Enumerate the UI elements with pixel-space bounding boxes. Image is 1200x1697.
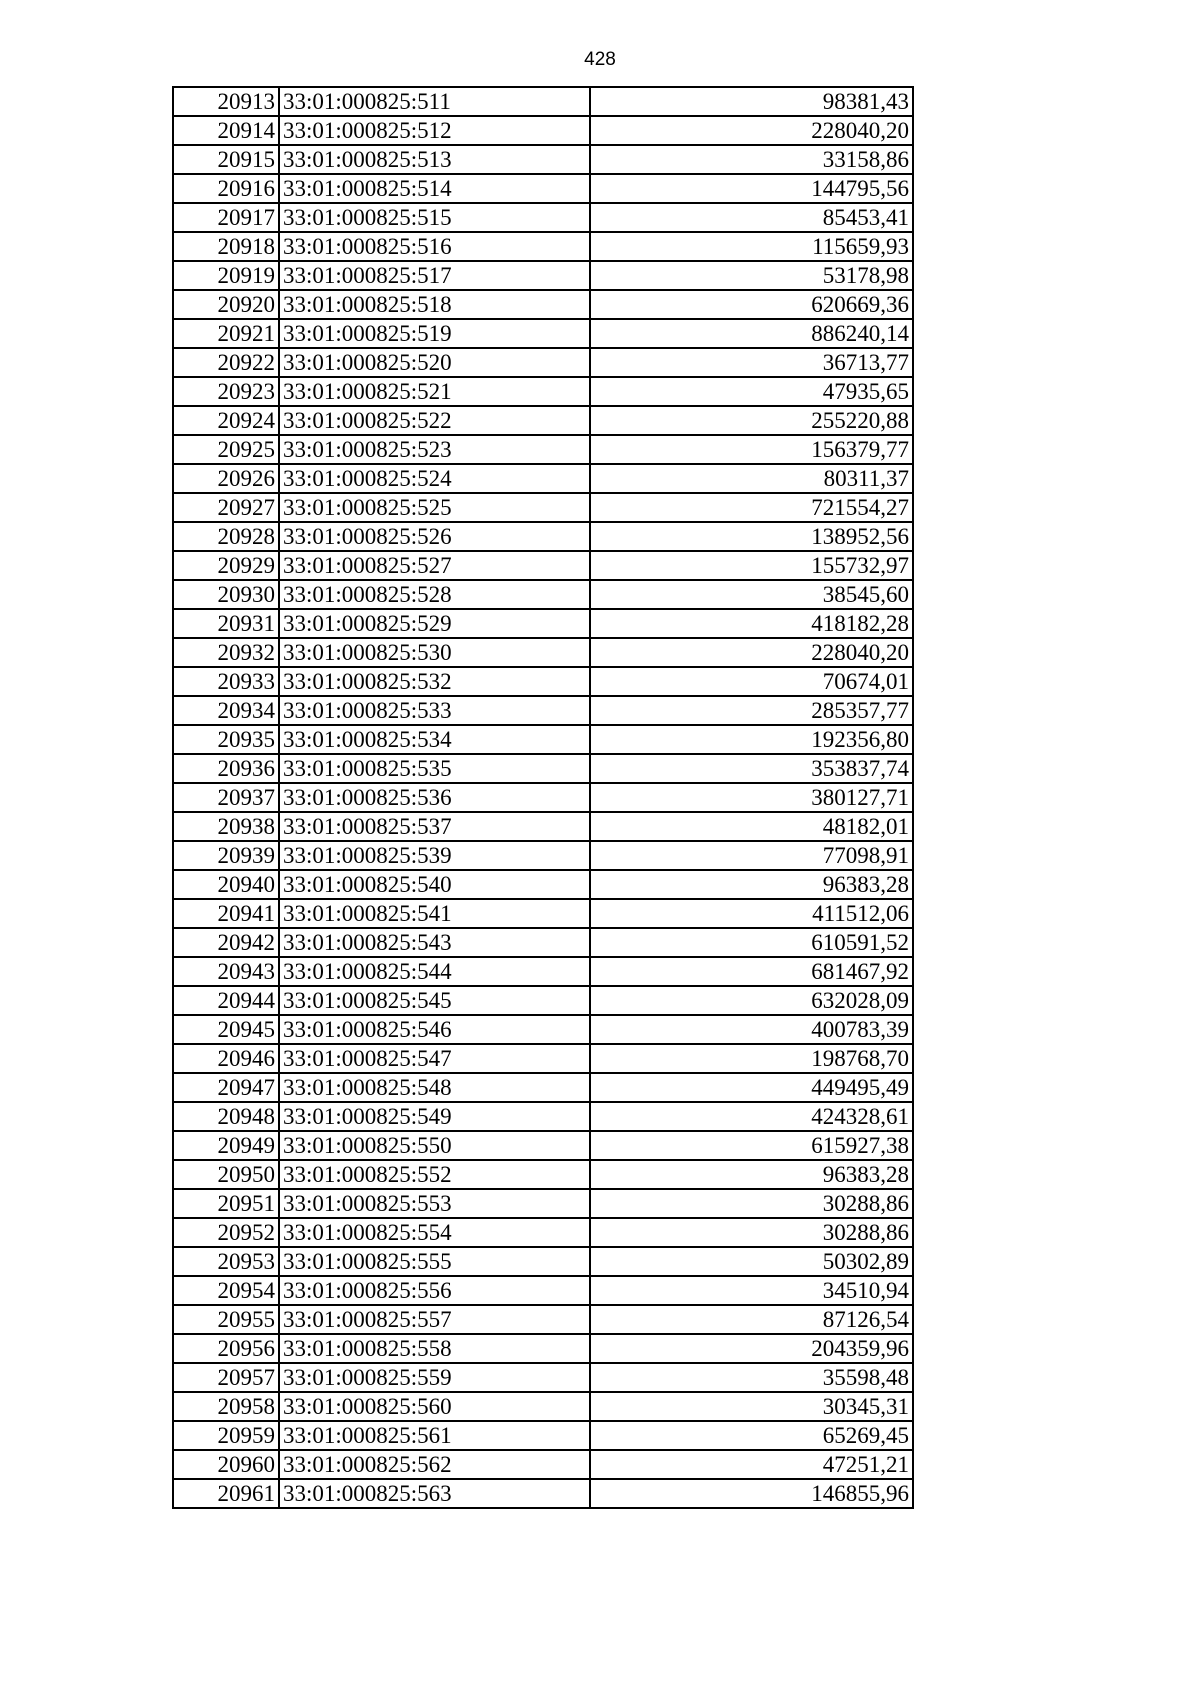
table-row xyxy=(173,232,913,261)
cadastral-value-cell: 424328,61 xyxy=(590,1102,913,1131)
cadastral-value-cell: 47935,65 xyxy=(590,377,913,406)
cadastral-number-cell: 33:01:000825:519 xyxy=(279,319,590,348)
table-row xyxy=(173,1189,913,1218)
table-row xyxy=(173,1102,913,1131)
row-number-cell: 20960 xyxy=(173,1450,279,1479)
table-row xyxy=(173,841,913,870)
cadastral-value-cell: 80311,37 xyxy=(590,464,913,493)
table-row xyxy=(173,493,913,522)
table-row xyxy=(173,1073,913,1102)
cadastral-number-cell: 33:01:000825:512 xyxy=(279,116,590,145)
row-number-cell: 20926 xyxy=(173,464,279,493)
cadastral-number-cell: 33:01:000825:544 xyxy=(279,957,590,986)
table-row xyxy=(173,145,913,174)
cadastral-number-cell: 33:01:000825:546 xyxy=(279,1015,590,1044)
row-number-cell: 20955 xyxy=(173,1305,279,1334)
table-row xyxy=(173,1334,913,1363)
table-row xyxy=(173,1276,913,1305)
table-row xyxy=(173,899,913,928)
cadastral-value-cell: 610591,52 xyxy=(590,928,913,957)
table-row xyxy=(173,1421,913,1450)
table-row xyxy=(173,928,913,957)
table-row xyxy=(173,1479,913,1508)
row-number-cell: 20950 xyxy=(173,1160,279,1189)
cadastral-number-cell: 33:01:000825:528 xyxy=(279,580,590,609)
cadastral-value-cell: 632028,09 xyxy=(590,986,913,1015)
cadastral-value-cell: 36713,77 xyxy=(590,348,913,377)
row-number-cell: 20957 xyxy=(173,1363,279,1392)
cadastral-number-cell: 33:01:000825:534 xyxy=(279,725,590,754)
table-row xyxy=(173,1247,913,1276)
table-row xyxy=(173,638,913,667)
cadastral-number-cell: 33:01:000825:543 xyxy=(279,928,590,957)
row-number-cell: 20923 xyxy=(173,377,279,406)
row-number-cell: 20951 xyxy=(173,1189,279,1218)
table-body xyxy=(173,87,913,1508)
row-number-cell: 20959 xyxy=(173,1421,279,1450)
row-number-cell: 20943 xyxy=(173,957,279,986)
cadastral-value-cell: 115659,93 xyxy=(590,232,913,261)
row-number-cell: 20956 xyxy=(173,1334,279,1363)
cadastral-number-cell: 33:01:000825:532 xyxy=(279,667,590,696)
page-number: 428 xyxy=(584,49,616,70)
cadastral-value-cell: 620669,36 xyxy=(590,290,913,319)
row-number-cell: 20946 xyxy=(173,1044,279,1073)
cadastral-number-cell: 33:01:000825:539 xyxy=(279,841,590,870)
row-number-cell: 20944 xyxy=(173,986,279,1015)
cadastral-value-cell: 77098,91 xyxy=(590,841,913,870)
row-number-cell: 20939 xyxy=(173,841,279,870)
cadastral-value-cell: 411512,06 xyxy=(590,899,913,928)
cadastral-number-cell: 33:01:000825:548 xyxy=(279,1073,590,1102)
cadastral-value-cell: 35598,48 xyxy=(590,1363,913,1392)
row-number-cell: 20940 xyxy=(173,870,279,899)
cadastral-number-cell: 33:01:000825:530 xyxy=(279,638,590,667)
cadastral-number-cell: 33:01:000825:521 xyxy=(279,377,590,406)
row-number-cell: 20918 xyxy=(173,232,279,261)
row-number-cell: 20941 xyxy=(173,899,279,928)
cadastral-number-cell: 33:01:000825:526 xyxy=(279,522,590,551)
table-row xyxy=(173,174,913,203)
cadastral-number-cell: 33:01:000825:522 xyxy=(279,406,590,435)
cadastral-value-cell: 85453,41 xyxy=(590,203,913,232)
row-number-cell: 20930 xyxy=(173,580,279,609)
table-row xyxy=(173,464,913,493)
row-number-cell: 20928 xyxy=(173,522,279,551)
table-row xyxy=(173,667,913,696)
table-row xyxy=(173,435,913,464)
cadastral-number-cell: 33:01:000825:537 xyxy=(279,812,590,841)
row-number-cell: 20936 xyxy=(173,754,279,783)
row-number-cell: 20921 xyxy=(173,319,279,348)
cadastral-number-cell: 33:01:000825:560 xyxy=(279,1392,590,1421)
row-number-cell: 20929 xyxy=(173,551,279,580)
cadastral-value-cell: 34510,94 xyxy=(590,1276,913,1305)
table-row xyxy=(173,377,913,406)
row-number-cell: 20914 xyxy=(173,116,279,145)
row-number-cell: 20937 xyxy=(173,783,279,812)
row-number-cell: 20952 xyxy=(173,1218,279,1247)
table-row xyxy=(173,986,913,1015)
table-row xyxy=(173,1305,913,1334)
table-row xyxy=(173,290,913,319)
row-number-cell: 20919 xyxy=(173,261,279,290)
row-number-cell: 20917 xyxy=(173,203,279,232)
row-number-cell: 20932 xyxy=(173,638,279,667)
cadastral-number-cell: 33:01:000825:535 xyxy=(279,754,590,783)
table-row xyxy=(173,1218,913,1247)
cadastral-value-cell: 30288,86 xyxy=(590,1189,913,1218)
row-number-cell: 20931 xyxy=(173,609,279,638)
table-row xyxy=(173,87,913,116)
cadastral-number-cell: 33:01:000825:547 xyxy=(279,1044,590,1073)
cadastral-value-cell: 33158,86 xyxy=(590,145,913,174)
row-number-cell: 20942 xyxy=(173,928,279,957)
table-row xyxy=(173,783,913,812)
row-number-cell: 20949 xyxy=(173,1131,279,1160)
table-row xyxy=(173,406,913,435)
table-row xyxy=(173,1044,913,1073)
cadastral-number-cell: 33:01:000825:553 xyxy=(279,1189,590,1218)
table-row xyxy=(173,725,913,754)
row-number-cell: 20913 xyxy=(173,87,279,116)
row-number-cell: 20947 xyxy=(173,1073,279,1102)
cadastral-number-cell: 33:01:000825:515 xyxy=(279,203,590,232)
cadastral-value-cell: 198768,70 xyxy=(590,1044,913,1073)
cadastral-value-cell: 449495,49 xyxy=(590,1073,913,1102)
cadastral-number-cell: 33:01:000825:516 xyxy=(279,232,590,261)
cadastral-value-cell: 96383,28 xyxy=(590,870,913,899)
cadastral-number-cell: 33:01:000825:533 xyxy=(279,696,590,725)
cadastral-value-cell: 418182,28 xyxy=(590,609,913,638)
cadastral-value-cell: 681467,92 xyxy=(590,957,913,986)
row-number-cell: 20958 xyxy=(173,1392,279,1421)
cadastral-number-cell: 33:01:000825:549 xyxy=(279,1102,590,1131)
cadastral-number-cell: 33:01:000825:524 xyxy=(279,464,590,493)
cadastral-value-cell: 721554,27 xyxy=(590,493,913,522)
cadastral-value-cell: 192356,80 xyxy=(590,725,913,754)
cadastral-number-cell: 33:01:000825:559 xyxy=(279,1363,590,1392)
cadastral-value-cell: 65269,45 xyxy=(590,1421,913,1450)
table-row xyxy=(173,116,913,145)
table-row xyxy=(173,319,913,348)
cadastral-value-cell: 204359,96 xyxy=(590,1334,913,1363)
cadastral-value-cell: 50302,89 xyxy=(590,1247,913,1276)
cadastral-number-cell: 33:01:000825:558 xyxy=(279,1334,590,1363)
cadastral-number-cell: 33:01:000825:561 xyxy=(279,1421,590,1450)
table-row xyxy=(173,522,913,551)
cadastral-number-cell: 33:01:000825:556 xyxy=(279,1276,590,1305)
row-number-cell: 20938 xyxy=(173,812,279,841)
cadastral-number-cell: 33:01:000825:550 xyxy=(279,1131,590,1160)
table-row xyxy=(173,261,913,290)
row-number-cell: 20924 xyxy=(173,406,279,435)
cadastral-value-cell: 380127,71 xyxy=(590,783,913,812)
cadastral-number-cell: 33:01:000825:536 xyxy=(279,783,590,812)
table-row xyxy=(173,957,913,986)
row-number-cell: 20933 xyxy=(173,667,279,696)
table-row xyxy=(173,609,913,638)
cadastral-value-cell: 38545,60 xyxy=(590,580,913,609)
cadastral-number-cell: 33:01:000825:540 xyxy=(279,870,590,899)
cadastral-number-cell: 33:01:000825:520 xyxy=(279,348,590,377)
cadastral-value-cell: 30345,31 xyxy=(590,1392,913,1421)
cadastral-number-cell: 33:01:000825:541 xyxy=(279,899,590,928)
cadastral-value-cell: 353837,74 xyxy=(590,754,913,783)
row-number-cell: 20934 xyxy=(173,696,279,725)
table-row xyxy=(173,1450,913,1479)
cadastral-value-cell: 228040,20 xyxy=(590,638,913,667)
cadastral-number-cell: 33:01:000825:554 xyxy=(279,1218,590,1247)
table-row xyxy=(173,580,913,609)
table-row xyxy=(173,1363,913,1392)
row-number-cell: 20915 xyxy=(173,145,279,174)
row-number-cell: 20954 xyxy=(173,1276,279,1305)
table-row xyxy=(173,870,913,899)
cadastral-number-cell: 33:01:000825:563 xyxy=(279,1479,590,1508)
table-row xyxy=(173,754,913,783)
table-row xyxy=(173,696,913,725)
cadastral-value-cell: 70674,01 xyxy=(590,667,913,696)
cadastral-number-cell: 33:01:000825:529 xyxy=(279,609,590,638)
cadastral-value-cell: 255220,88 xyxy=(590,406,913,435)
cadastral-value-cell: 138952,56 xyxy=(590,522,913,551)
row-number-cell: 20935 xyxy=(173,725,279,754)
cadastral-number-cell: 33:01:000825:555 xyxy=(279,1247,590,1276)
cadastral-number-cell: 33:01:000825:514 xyxy=(279,174,590,203)
cadastral-value-cell: 53178,98 xyxy=(590,261,913,290)
table-row xyxy=(173,812,913,841)
cadastral-number-cell: 33:01:000825:545 xyxy=(279,986,590,1015)
cadastral-value-cell: 96383,28 xyxy=(590,1160,913,1189)
table-row xyxy=(173,203,913,232)
cadastral-value-cell: 155732,97 xyxy=(590,551,913,580)
cadastral-value-cell: 144795,56 xyxy=(590,174,913,203)
cadastral-number-cell: 33:01:000825:513 xyxy=(279,145,590,174)
table-row xyxy=(173,1392,913,1421)
row-number-cell: 20927 xyxy=(173,493,279,522)
cadastral-value-cell: 30288,86 xyxy=(590,1218,913,1247)
table-row xyxy=(173,1015,913,1044)
cadastral-value-cell: 47251,21 xyxy=(590,1450,913,1479)
cadastral-value-table xyxy=(172,86,914,1509)
table-row xyxy=(173,1160,913,1189)
cadastral-number-cell: 33:01:000825:518 xyxy=(279,290,590,319)
table-row xyxy=(173,1131,913,1160)
cadastral-number-cell: 33:01:000825:552 xyxy=(279,1160,590,1189)
row-number-cell: 20916 xyxy=(173,174,279,203)
cadastral-number-cell: 33:01:000825:523 xyxy=(279,435,590,464)
cadastral-number-cell: 33:01:000825:511 xyxy=(279,87,590,116)
cadastral-number-cell: 33:01:000825:525 xyxy=(279,493,590,522)
row-number-cell: 20961 xyxy=(173,1479,279,1508)
row-number-cell: 20920 xyxy=(173,290,279,319)
cadastral-value-cell: 146855,96 xyxy=(590,1479,913,1508)
row-number-cell: 20925 xyxy=(173,435,279,464)
table-row xyxy=(173,348,913,377)
cadastral-number-cell: 33:01:000825:517 xyxy=(279,261,590,290)
cadastral-number-cell: 33:01:000825:557 xyxy=(279,1305,590,1334)
table-row xyxy=(173,551,913,580)
cadastral-value-cell: 285357,77 xyxy=(590,696,913,725)
cadastral-value-cell: 228040,20 xyxy=(590,116,913,145)
cadastral-number-cell: 33:01:000825:562 xyxy=(279,1450,590,1479)
row-number-cell: 20922 xyxy=(173,348,279,377)
cadastral-value-cell: 156379,77 xyxy=(590,435,913,464)
cadastral-value-cell: 615927,38 xyxy=(590,1131,913,1160)
cadastral-value-cell: 400783,39 xyxy=(590,1015,913,1044)
row-number-cell: 20948 xyxy=(173,1102,279,1131)
cadastral-value-cell: 48182,01 xyxy=(590,812,913,841)
row-number-cell: 20953 xyxy=(173,1247,279,1276)
cadastral-number-cell: 33:01:000825:527 xyxy=(279,551,590,580)
cadastral-value-cell: 98381,43 xyxy=(590,87,913,116)
cadastral-value-cell: 87126,54 xyxy=(590,1305,913,1334)
cadastral-value-cell: 886240,14 xyxy=(590,319,913,348)
row-number-cell: 20945 xyxy=(173,1015,279,1044)
